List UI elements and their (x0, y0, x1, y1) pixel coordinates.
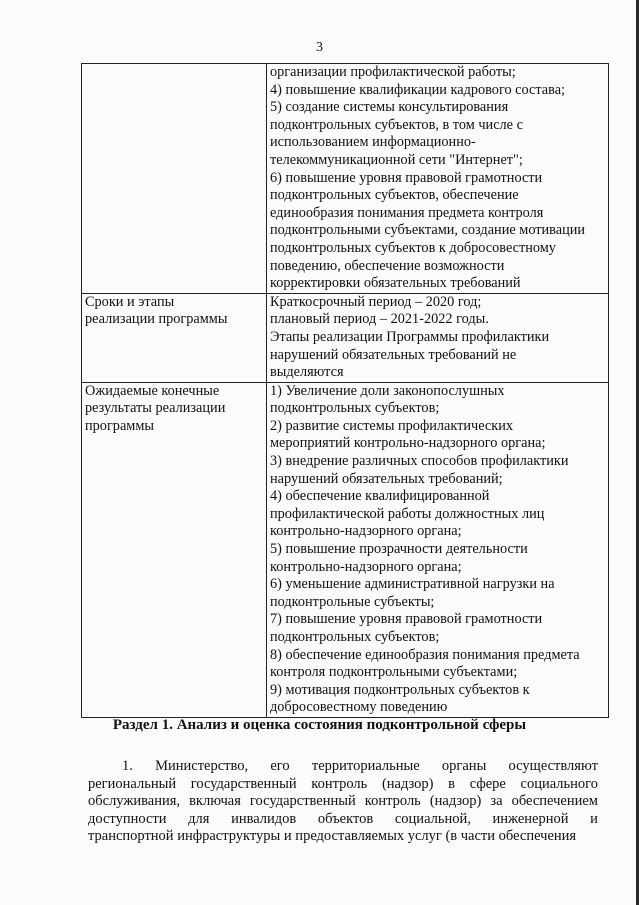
row-text-cell (267, 64, 609, 294)
paragraph-line: транспортной инфраструктуры и предоставляемых услуг (в части обеспечения (88, 828, 577, 845)
row-text-line: контроля подконтрольными субъектами; (270, 664, 518, 681)
row-text-line: нарушений обязательных требований; (270, 470, 503, 487)
row-label-cell (82, 293, 267, 382)
row-text-line: использованием информационно- (270, 134, 476, 151)
row-text-line: плановый период – 2021-2022 годы. (270, 311, 489, 328)
row-label-line: Ожидаемые конечные (85, 382, 220, 399)
row-text-line: подконтрольные субъекты; (270, 593, 435, 610)
row-text-line: подконтрольными субъектами, создание мотивации (270, 222, 586, 239)
row-text-line: подконтрольных субъектов; (270, 629, 440, 645)
row-text-line: контрольно-надзорного органа; (270, 558, 462, 575)
row-text-line: нарушений обязательных требований не (270, 346, 517, 363)
row-label-line: результаты реализации (85, 400, 226, 417)
row-text-line: Краткосрочный период – 2020 год; (270, 293, 482, 310)
row-text-line: телекоммуникационной сети "Интернет"; (270, 151, 523, 168)
row-text-line: выделяются (270, 364, 344, 381)
row-text-line: организации профилактической работы; (270, 64, 516, 80)
row-text-line: 6) уменьшение административной нагрузки на (270, 576, 555, 593)
row-text-line: добросовестному поведению (270, 699, 448, 716)
row-label-line: Сроки и этапы (85, 293, 175, 310)
page-number: 3 (316, 40, 323, 55)
program-passport-table (81, 63, 609, 718)
section-heading: Раздел 1. Анализ и оценка состояния подконтрольной сферы (112, 717, 527, 733)
row-text-line: поведению, обеспечение возможности (270, 257, 505, 274)
row-text-line: профилактической работы должностных лиц (270, 505, 545, 522)
row-text-line: 3) внедрение различных способов профилактики (270, 453, 569, 470)
table-row (82, 382, 609, 717)
row-text-line: 2) развитие системы профилактических (270, 417, 513, 434)
row-text-line: 5) создание системы консультирования (270, 99, 509, 116)
row-text-line: подконтрольных субъектов; (270, 400, 440, 417)
row-text-line: 8) обеспечение единообразия понимания предмета (270, 646, 580, 663)
row-text-line: 1) Увеличение доли законопослушных (270, 382, 505, 399)
table-row (82, 64, 609, 294)
row-text-line: 4) обеспечение квалифицированной (270, 488, 490, 505)
row-text-line: подконтрольных субъектов, обеспечение (270, 187, 519, 204)
row-label-cell (82, 64, 267, 294)
row-text-cell (267, 293, 609, 382)
row-text-line: 9) мотивация подконтрольных субъектов к (270, 681, 530, 698)
row-text-cell (267, 382, 609, 717)
table-row (82, 293, 609, 382)
row-label-line: программы (85, 417, 155, 434)
paragraph-1 (88, 758, 598, 846)
table-body (82, 64, 609, 718)
row-text-line: 7) повышение уровня правовой грамотности (270, 611, 543, 628)
paragraph-line: 1. Министерство, его территориальные органы осуществляют (122, 758, 598, 774)
row-text-line: мероприятий контрольно-надзорного органа; (270, 435, 546, 452)
row-text-line: 4) повышение квалификации кадрового состава; (270, 81, 566, 98)
paragraph-line: региональный государственный контроль (надзор) в сфере социального (88, 775, 598, 792)
row-text-line: единообразия понимания предмета контроля (270, 204, 544, 221)
row-text-line: подконтрольных субъектов, в том числе с (270, 116, 523, 133)
row-label-cell (82, 382, 267, 717)
paragraph-line: доступности для инвалидов объектов социальной, инженерной и (88, 810, 598, 827)
row-text-line: подконтрольных субъектов к добросовестному (270, 239, 556, 256)
row-text-line: контрольно-надзорного органа; (270, 523, 462, 540)
row-text-line: Этапы реализации Программы профилактики (270, 328, 550, 345)
row-text-line: 6) повышение уровня правовой грамотности (270, 169, 543, 186)
row-text-line: корректировки обязательных требований (270, 275, 521, 292)
row-label-line: реализации программы (85, 311, 228, 328)
row-text-line: 5) повышение прозрачности деятельности (270, 541, 528, 558)
paragraph-line: обслуживания, включая государственный контроль (надзор) за обеспечением (88, 793, 598, 810)
